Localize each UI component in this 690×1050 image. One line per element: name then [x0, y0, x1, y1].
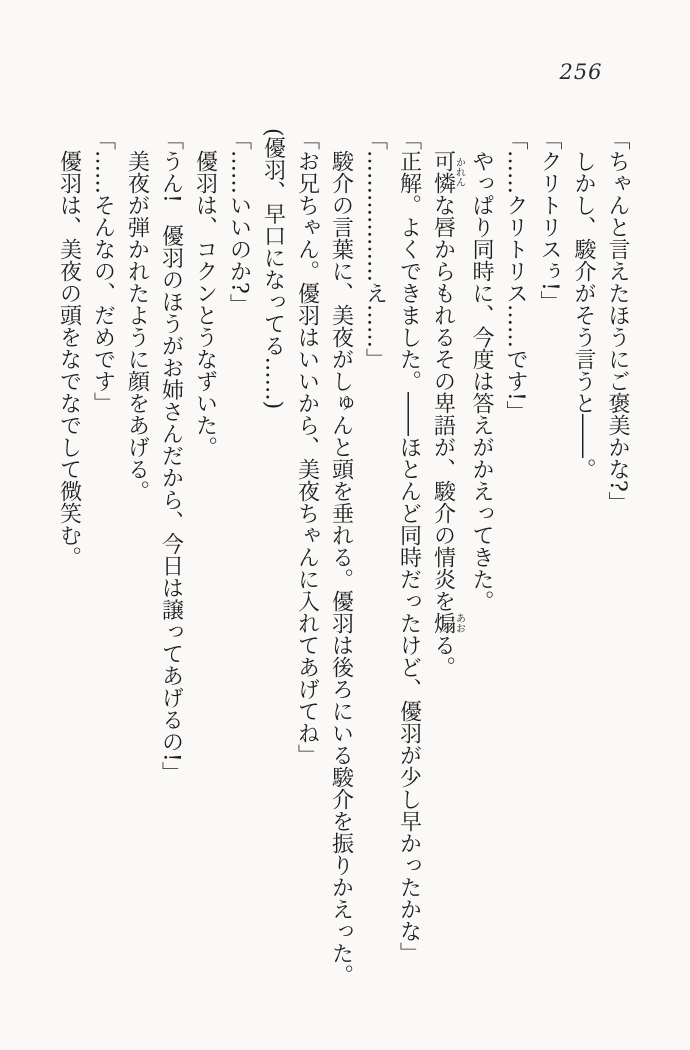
- paragraph: しかし、駿介がそう言うと――。: [571, 150, 596, 480]
- paragraph: 「正解。よくできました。――ほとんど同時だったけど、優羽が少し早かったかな」: [396, 128, 422, 964]
- paragraph: 「……そんなの、だめです」: [90, 128, 116, 414]
- furigana-annotation: 煽あお: [430, 612, 465, 634]
- paragraph: 「……いいのか?」: [226, 128, 252, 316]
- paragraph: 「お兄ちゃん。優羽はいいから、美夜ちゃんに入れてあげてね」: [294, 128, 320, 766]
- paragraph: 「クリトリスぅ!」: [537, 128, 562, 313]
- paragraph: 美夜が弾かれたように顔をあげる。: [124, 150, 150, 502]
- paragraph: 「ちゃんと言えたほうにご褒美かな?」: [605, 128, 630, 514]
- paragraph: 優羽は、美夜の頭をなでなでして微笑む。: [56, 150, 82, 568]
- paragraph: 「………………え……」: [362, 128, 388, 370]
- paragraph: 優羽は、コクンとうなずいた。: [192, 150, 218, 458]
- paragraph: 可憐かれんな唇からもれるその卑語が、駿介の情炎を煽あおる。: [430, 150, 465, 678]
- page-number: 256: [559, 60, 603, 84]
- text-block: [46, 128, 634, 994]
- paragraph: やっぱり同時に、今度は答えがかえってきた。: [469, 150, 494, 612]
- paragraph: (優羽、早口になってる……): [260, 128, 286, 410]
- furigana-annotation: 可憐かれん: [430, 150, 465, 194]
- paragraph: 駿介の言葉に、美夜がしゅんと頭を垂れる。優羽は後ろにいる駿介を振りかえった。: [328, 150, 354, 986]
- paragraph: 「……クリトリス……です!」: [503, 128, 528, 423]
- paragraph: 「うん! 優羽のほうがお姉さんだから、今日は譲ってあげるの!」: [158, 128, 184, 784]
